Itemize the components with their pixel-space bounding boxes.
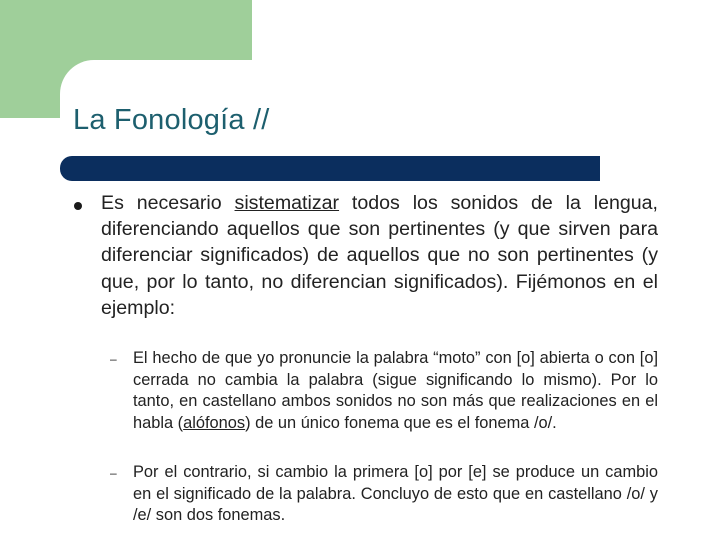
main-bullet-text — [101, 190, 658, 321]
title-divider-bar — [60, 156, 600, 181]
sub-bullet-1-start: El hecho de que yo pronuncie la palabra “moto” con [o] abierta o con [o] cerrada no cambia la palabra (sigue significando lo mismo). Por lo tanto, en castellano ambos sonidos no son más que realizaciones en el habla ( — [133, 349, 658, 432]
sub-bullet-dash-icon: – — [110, 466, 117, 480]
main-bullet-text-start: Es necesario — [101, 192, 235, 214]
sub-bullet-dash-icon: – — [110, 352, 117, 366]
sub-bullet-text-2: Por el contrario, si cambio la primera [o] por [e] se produce un cambio en el significado de la palabra. Concluyo de esto que en castellano /o/ y /e/ son dos fonemas. — [133, 463, 658, 525]
main-bullet-text-end: todos los sonidos de la lengua, diferenciando aquellos que son pertinentes (y que sirven para diferenciar significados) de aquellos que no son pertinentes (y que, por lo tanto, no diferencian significados). Fijémonos en el ejemplo: — [101, 192, 658, 319]
sub-bullet-text-1 — [133, 348, 658, 434]
bullet-dot-icon — [74, 202, 82, 210]
slide-title: La Fonología // — [73, 104, 270, 136]
underlined-term-sistematizar: sistematizar — [234, 192, 340, 214]
sub-bullet-1-end: ) de un único fonema que es el fonema /o/. — [245, 413, 557, 432]
underlined-term-alofonos: alófonos — [183, 413, 246, 432]
